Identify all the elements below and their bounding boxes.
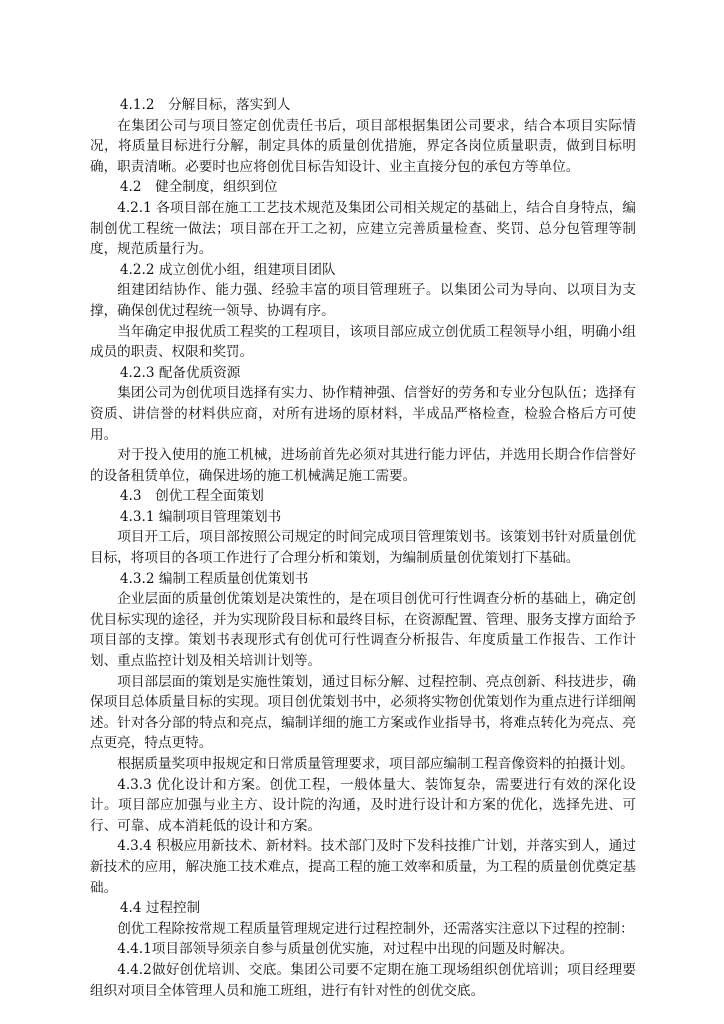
- paragraph-4-3-2-enterprise: 企业层面的质量创优策划是决策性的，是在项目创优可行性调查分析的基础上，确定创优目标实现的途径，并为实现阶段目标和最终目标，在资源配置、管理、服务支撑方面给予项目部的支撑。策划书表现形式有创优可行性调查分析报告、年度质量工作报告、工作计划、重点监控计划及相关培训计划等。: [90, 591, 636, 670]
- section-heading-4-1-2: 4.1.2 分解目标，落实到人: [119, 97, 291, 113]
- section-heading-4-3-2: 4.3.2 编制工程质量创优策划书: [119, 570, 309, 587]
- paragraph-4-3-2-media: 根据质量奖项申报规定和日常质量管理要求，项目部应编制工程音像资料的拍摄计划。: [117, 756, 634, 772]
- paragraph-4-1-2-body: 在集团公司与项目签定创优责任书后，项目部根据集团公司要求，结合本项目实际情况，将质量目标进行分解，制定具体的质量创优措施，界定各岗位质量职责，做到目标明确，职责清晰。必要时也应将创优目标告知设计、业主直接分包的承包方等单位。: [90, 117, 636, 175]
- paragraph-4-4-intro: 创优工程除按常规工程质量管理规定进行过程控制外，还需落实注意以下过程的控制：: [117, 920, 634, 937]
- section-heading-4-3: 4.3 创优工程全面策划: [119, 488, 264, 505]
- paragraph-4-3-2-project: 项目部层面的策划是实施性策划，通过目标分解、过程控制、亮点创新、科技进步，确保项目总体质量目标的实现。项目创优策划书中，必须将实物创优策划作为重点进行详细阐述。针对各分部的特点和亮点，编制详细的施工方案或作业指导书，将难点转化为亮点、亮点更亮，特点更特。: [90, 673, 636, 752]
- section-heading-4-2-3: 4.2.3 配备优质资源: [119, 364, 241, 381]
- paragraph-4-2-3-suppliers: 集团公司为创优项目选择有实力、协作精神强、信誉好的劳务和专业分包队伍；选择有资质、讲信誉的材料供应商，对所有进场的原材料，半成品严格检查，检验合格后方可使用。: [90, 385, 636, 443]
- paragraph-4-4-1: 4.4.1项目部领导须亲自参与质量创优实施，对过程中出现的问题及时解决。: [117, 941, 574, 958]
- paragraph-4-3-1-body: 项目开工后，项目部按照公司规定的时间完成项目管理策划书。该策划书针对质量创优目标，将项目的各项工作进行了合理分析和策划，为编制质量创优策划打下基础。: [90, 529, 636, 567]
- section-heading-4-2-2: 4.2.2 成立创优小组，组建项目团队: [119, 261, 336, 278]
- paragraph-4-2-3-machinery: 对于投入使用的施工机械，进场前首先必须对其进行能力评估，并选用长期合作信誉好的设备租赁单位，确保进场的施工机械满足施工需要。: [90, 447, 636, 484]
- paragraph-4-2-2-group: 当年确定申报优质工程奖的工程项目，该项目部应成立创优质工程领导小组，明确小组成员的职责、权限和奖罚。: [90, 323, 636, 361]
- paragraph-4-4-2: 4.4.2做好创优培训、交底。集团公司要不定期在施工现场组织创优培训；项目经理要组织对项目全体管理人员和施工班组，进行有针对性的创优交底。: [90, 961, 636, 999]
- paragraph-4-3-3: 4.3.3 优化设计和方案。创优工程，一般体量大、装饰复杂，需要进行有效的深化设计。项目部应加强与业主方、设计院的沟通，及时进行设计和方案的优化，选择先进、可行、可靠、成本消耗低的设计和方案。: [90, 776, 636, 834]
- section-heading-4-4: 4.4 过程控制: [119, 900, 201, 917]
- paragraph-4-2-1: 4.2.1 各项目部在施工工艺技术规范及集团公司相关规定的基础上，结合自身特点，编制创优工程统一做法；项目部在开工之初，应建立完善质量检查、奖罚、总分包管理等制度，规范质量行为。: [90, 199, 636, 258]
- paragraph-4-2-2-team: 组建团结协作、能力强、经验丰富的项目管理班子。以集团公司为导向、以项目为支撑，确保创优过程统一领导、协调有序。: [90, 282, 636, 319]
- section-heading-4-2: 4.2 健全制度，组织到位: [119, 179, 278, 196]
- document-page: [90, 95, 636, 1001]
- section-heading-4-3-1: 4.3.1 编制项目管理策划书: [119, 508, 282, 525]
- paragraph-4-3-4: 4.3.4 积极应用新技术、新材料。技术部门及时下发科技推广计划，并落实到人，通过新技术的应用，解决施工技术难点，提高工程的施工效率和质量，为工程的质量创优奠定基础。: [90, 838, 636, 896]
